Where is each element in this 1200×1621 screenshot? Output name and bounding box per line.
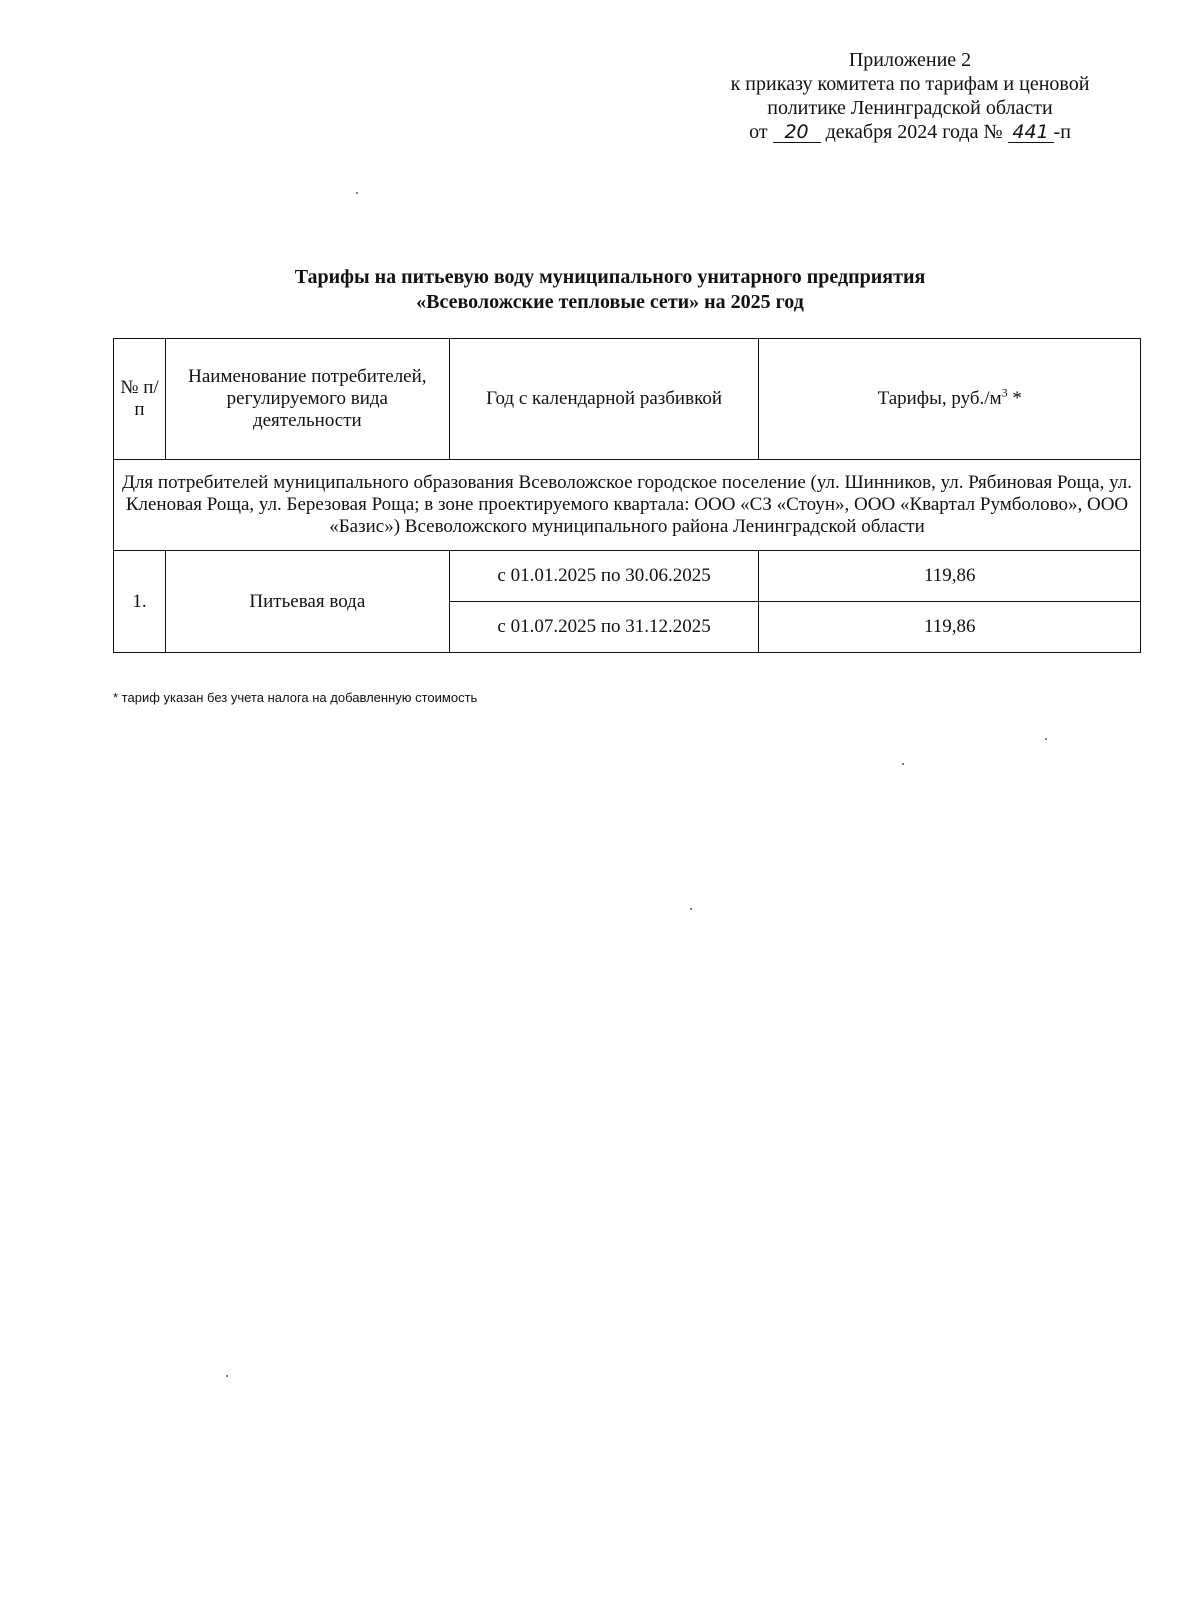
table-row <box>114 551 1141 602</box>
scan-speck <box>1045 738 1047 740</box>
header-name: Наименование потребителей, регулируемого вида деятельности <box>165 339 449 460</box>
scan-speck <box>226 1375 228 1377</box>
handwritten-order-number: 441 <box>1008 122 1054 143</box>
table-header-row <box>114 339 1141 460</box>
handwritten-day: 20 <box>773 122 821 143</box>
appendix-title: Приложение 2 <box>848 49 972 71</box>
header-tariff-text: Тарифы, руб./м <box>877 388 1002 409</box>
appendix-header <box>640 48 1180 144</box>
header-num: № п/п <box>114 339 166 460</box>
scan-speck <box>902 763 904 765</box>
appendix-authority-line: политике Ленинградской области <box>767 97 1053 119</box>
row-period-2: с 01.07.2025 по 31.12.2025 <box>449 602 759 653</box>
row-period-1: с 01.01.2025 по 30.06.2025 <box>449 551 759 602</box>
appendix-date-line <box>640 120 1180 144</box>
scan-speck <box>356 192 358 194</box>
row-name: Питьевая вода <box>165 551 449 653</box>
footnote: * тариф указан без учета налога на добавленную стоимость <box>113 690 478 705</box>
header-period: Год с календарной разбивкой <box>449 339 759 460</box>
region-row <box>114 460 1141 551</box>
header-tariff-star: * <box>1007 388 1022 409</box>
date-middle: декабря 2024 года № <box>825 121 1003 143</box>
row-number: 1. <box>114 551 166 653</box>
tariffs-table <box>113 338 1141 653</box>
header-tariff-sup: 3 <box>1001 385 1008 400</box>
row-tariff-2: 119,86 <box>759 602 1141 653</box>
appendix-order-line: к приказу комитета по тарифам и ценовой <box>730 73 1090 95</box>
title-line-2: «Всеволожские тепловые сети» на 2025 год <box>416 291 804 313</box>
document-title <box>110 265 1110 315</box>
region-description: Для потребителей муниципального образования Всеволожское городское поселение (ул. Шинников, ул. Рябиновая Роща, ул. Кленовая Роща, ул. Березовая Роща; в зоне проектируемого квартала: ООО «СЗ «Стоун», ООО «Квартал Румболово», ООО «Базис») Всеволожского муниципального района Ленинградской области <box>114 460 1141 551</box>
row-tariff-1: 119,86 <box>759 551 1141 602</box>
date-prefix: от <box>749 121 768 143</box>
scan-speck <box>690 908 692 910</box>
title-line-1: Тарифы на питьевую воду муниципального унитарного предприятия <box>294 266 926 288</box>
header-tariff <box>759 339 1141 460</box>
order-suffix: -п <box>1053 121 1071 143</box>
